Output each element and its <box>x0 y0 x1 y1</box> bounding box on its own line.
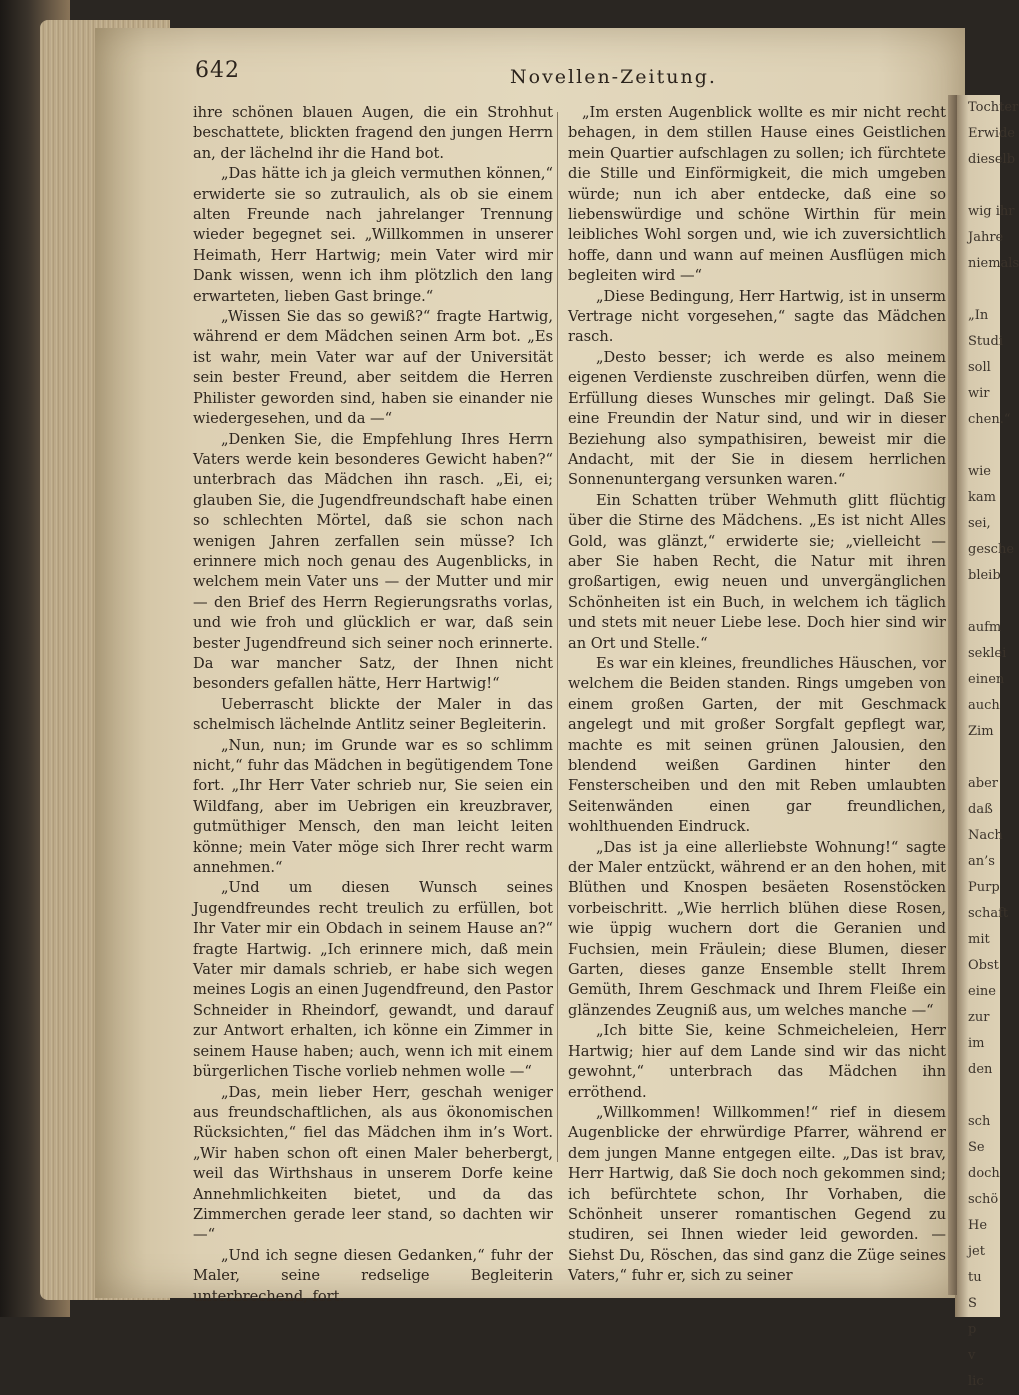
paragraph: „Wissen Sie das so gewiß?“ fragte Hartwig, während er dem Mädchen seinen Arm bot. „Es ist wahr, mein Vater war auf der Universität sein bester Freund, aber seitdem die Herren Philister geworden sind, haben sie einander nie wiedergesehen, und da —“ <box>193 308 553 428</box>
next-page-line: daß <box>968 802 993 817</box>
next-page-line: Zim <box>968 724 994 739</box>
next-page-line: „In <box>968 308 989 323</box>
paragraph: „Im ersten Augenblick wollte es mir nicht recht behagen, in dem stillen Hause eines Geistlichen mein Quartier aufschlagen zu sollen; ich fürchtete die Stille und Einförmigkeit, die mich umgeben würde; nun ich aber entdecke, daß eine so liebenswürdige und schöne Wirthin für mein leibliches Wohl sorgen und, wie ich zuversichtlich hoffe, dann und wann auf meinen Ausflügen mich begleiten wird —“ <box>568 104 946 285</box>
page-header <box>195 58 945 98</box>
next-page-line: p <box>968 1322 977 1337</box>
next-page-line <box>955 745 1000 771</box>
next-page-line: sch <box>968 1114 991 1129</box>
next-page-line: schö <box>968 1192 999 1207</box>
next-page-line: doch <box>968 1166 1000 1181</box>
next-page-line: Erwide <box>968 126 1016 141</box>
next-page-line: Se <box>968 1140 985 1155</box>
page-gutter <box>948 95 957 1295</box>
next-page-line: den <box>968 1062 993 1077</box>
next-page-line: S <box>968 1296 977 1311</box>
next-page-line: wir <box>968 386 990 401</box>
next-page-line: Tochter <box>968 100 1019 115</box>
next-page-line: Nach <box>968 828 1003 843</box>
next-page-line: zur <box>968 1010 990 1025</box>
paragraph: „Ich bitte Sie, keine Schmeicheleien, Herr Hartwig; hier auf dem Lande sind wir das nicht gewohnt,“ unterbrach das Mädchen ihn erröthend. <box>568 1022 946 1101</box>
next-page-line: Obst <box>968 958 999 973</box>
paragraph: „Das ist ja eine allerliebste Wohnung!“ sagte der Maler entzückt, während er an den hohen, mit Blüthen und Knospen besäeten Rosenstöcken vorbeischritt. „Wie herrlich blühen diese Rosen, wie üppig wuchern dort die Geranien und Fuchsien, mein Fräulein; diese Blumen, dieser Garten, dieses ganze Ensemble stellt Ihrem Gemüth, Ihrem Geschmack und Ihrem Fleiße ein glänzendes Zeugniß aus, um welches manche —“ <box>568 838 946 1019</box>
paragraph: „Und um diesen Wunsch seines Jugendfreundes recht treulich zu erfüllen, bot Ihr Vater mir ein Obdach in seinem Hause an?“ fragte Hartwig. „Ich erinnere mich, daß mein Vater mir damals schrieb, er habe sich wegen meines Logis an einen Jugendfreund, den Pastor Schneider in Rheindorf, gewandt, und darauf zur Antwort erhalten, ich könne ein Zimmer in seinem Hause haben; auch, wenn ich mit einem bürgerlichen Tische vorlieb nehmen wolle —“ <box>193 879 553 1081</box>
next-page-line: im <box>968 1036 985 1051</box>
next-page-line <box>955 433 1000 459</box>
next-page-fragment <box>955 95 1019 1389</box>
next-page-line: lic <box>968 1374 984 1389</box>
paragraph: Ein Schatten trüber Wehmuth glitt flüchtig über die Stirne des Mädchens. „Es ist nicht Alles Gold, was glänzt,“ erwiderte sie; „vielleicht — aber Sie haben Recht, die Natur mit ihren großartigen, ewig neuen und unvergänglichen Schönheiten ist ein Buch, in welchem ich täglich und stets mit neuer Liebe lese. Doch hier sind wir an Ort und Stelle.“ <box>568 491 946 652</box>
paragraph: „Denken Sie, die Empfehlung Ihres Herrn Vaters werde kein besonderes Gewicht haben?“ unterbrach das Mädchen ihn rasch. „Ei, ei; glauben Sie, die Jugendfreundschaft habe einen so schlechten Mörtel, daß sie schon nach wenigen Jahren zerfallen sein müsse? Ich erinnere mich noch genau des Augenblicks, in welchem mein Vater uns — der Mutter und mir — den Brief des Herrn Regierungsraths vorlas, und wie froh und glücklich er war, daß sein bester Jugendfreund sich seiner noch erinnerte. Da war mancher Satz, der Ihnen nicht besonders gefallen hätte, Herr Hartwig!“ <box>193 430 553 693</box>
next-page-line: wig ihr <box>968 204 1015 219</box>
paragraph: Ueberrascht blickte der Maler in das schelmisch lächelnde Antlitz seiner Begleiterin. <box>193 695 553 734</box>
next-page-line: Jahre <box>968 230 1004 245</box>
next-page-line: einen <box>968 672 1005 687</box>
next-page-line: wie <box>968 464 991 479</box>
next-page-line: mit <box>968 932 990 947</box>
paragraph: „Nun, nun; im Grunde war es so schlimm nicht,“ fuhr das Mädchen in begütigendem Tone fort. „Ihr Herr Vater schrieb nur, Sie seien ein Wildfang, aber im Uebrigen ein kreuzbraver, gutmüthiger Mensch, den man leicht leiten könne; mein Vater möge sich Ihrer recht warm annehmen.“ <box>193 736 553 877</box>
next-page-line: v <box>968 1348 976 1363</box>
paragraph: „Desto besser; ich werde es also meinem eigenen Verdienste zuschreiben dürfen, wenn die Erfüllung dieses Wunsches mir gelingt. Daß Sie eine Freundin der Natur sind, und wir in dieser Beziehung also sympathisiren, beweist mir die Andacht, mit der Sie in diesem herrlichen Sonnenuntergang versunken waren.“ <box>568 348 946 489</box>
next-page-line: eine <box>968 984 996 999</box>
next-page-line: jet <box>968 1244 985 1259</box>
page-number: 642 <box>195 58 240 83</box>
next-page-line: aber <box>968 776 998 791</box>
paragraph: Es war ein kleines, freundliches Häuschen, vor welchem die Beiden standen. Rings umgeben von einem großen Garten, der mit Geschmack angelegt und mit großer Sorgfalt gepflegt war, machte es mit seinen grünen Jalousien, den blendend weißen Gardinen hinter den Fensterscheiben und den mit Reben umlaubten Seitenwänden einen gar freundlichen, wohlthuenden Eindruck. <box>568 654 946 836</box>
next-page-line: bleib <box>968 568 1001 583</box>
next-page-line: kam <box>968 490 996 505</box>
text-column-left <box>193 103 553 1307</box>
next-page-line: seklei <box>968 646 1007 661</box>
paragraph: „Willkommen! Willkommen!“ rief in diesem Augenblicke der ehrwürdige Pfarrer, während er dem jungen Manne entgegen eilte. „Das ist brav, Herr Hartwig, daß Sie doch noch gekommen sind; ich befürchtete schon, Ihr Vorhaben, die Schönheit unserer romantischen Gegend zu studiren, sei Ihnen wieder leid geworden. — Siehst Du, Röschen, das sind ganz die Züge seines Vaters,“ fuhr er, sich zu seiner <box>568 1103 946 1285</box>
next-page-line: chen.“ <box>968 412 1011 427</box>
running-title: Novellen-Zeitung. <box>510 66 717 88</box>
paragraph: „Diese Bedingung, Herr Hartwig, ist in unserm Vertrage nicht vorgesehen,“ sagte das Mädchen rasch. <box>568 287 946 346</box>
next-page-line: aufm <box>968 620 1002 635</box>
next-page-line: tu <box>968 1270 982 1285</box>
next-page-line: schaft <box>968 906 1009 921</box>
next-page-line <box>955 173 1000 199</box>
next-page-line: auch <box>968 698 1000 713</box>
paragraph: „Das hätte ich ja gleich vermuthen können,“ erwiderte sie so zutraulich, als ob sie einem alten Freunde nach jahrelanger Trennung wieder begegnet sei. „Willkommen in unserer Heimath, Herr Hartwig; mein Vater wird mir Dank wissen, wenn ich ihm plötzlich den lang erwarteten, lieben Gast bringe.“ <box>193 165 553 305</box>
next-page-line: He <box>968 1218 988 1233</box>
next-page-line: Studi <box>968 334 1003 349</box>
next-page-line <box>955 1083 1000 1109</box>
next-page-line <box>955 277 1000 303</box>
next-page-line: Purp <box>968 880 1000 895</box>
paragraph: „Das, mein lieber Herr, geschah weniger aus freundschaftlichen, als aus ökonomischen Rücksichten,“ fiel das Mädchen ihm in’s Wort. „Wir haben schon oft einen Maler beherbergt, weil das Wirthshaus in unserem Dorfe keine Annehmlichkeiten bietet, und da das Zimmerchen gerade leer stand, so dachten wir —“ <box>193 1083 553 1244</box>
column-rule <box>557 112 558 1162</box>
next-page-line: sei, <box>968 516 991 531</box>
text-column-right <box>568 103 946 1287</box>
next-page-line: an’s <box>968 854 995 869</box>
next-page-line: niemals <box>968 256 1019 271</box>
next-page-line: soll <box>968 360 991 375</box>
next-page-line: dieselb <box>968 152 1016 167</box>
paragraph: ihre schönen blauen Augen, die ein Strohhut beschattete, blickten fragend den jungen Herrn an, der lächelnd ihr die Hand bot. <box>193 104 553 162</box>
paragraph: „Und ich segne diesen Gedanken,“ fuhr der Maler, seine redselige Begleiterin unterbrechend, fort. <box>193 1246 553 1305</box>
next-page-line <box>955 589 1000 615</box>
next-page-line: gesche <box>968 542 1015 557</box>
